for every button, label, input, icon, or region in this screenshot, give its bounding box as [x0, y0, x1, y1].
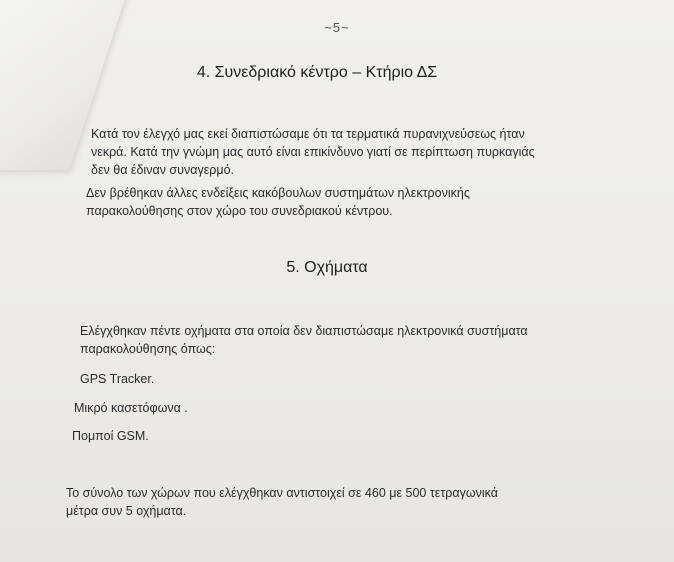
paragraph-fire-detectors [91, 125, 571, 179]
paragraph-no-surveillance [86, 184, 566, 220]
text-line: δεν θα έδιναν συναγερμό. [91, 163, 234, 177]
list-item: Μικρό κασετόφωνα . [74, 401, 188, 415]
list-item: Πομποί GSM. [72, 429, 149, 443]
text-line: Ελέγχθηκαν πέντε οχήματα στα οποία δεν διαπιστώσαμε ηλεκτρονικά συστήματα [80, 324, 528, 338]
text-line: μέτρα συν 5 οχήματα. [66, 504, 187, 518]
text-line: Δεν βρέθηκαν άλλες ενδείξεις κακόβουλων συστημάτων ηλεκτρονικής [86, 186, 470, 200]
section-heading-conference-center: 4. Συνεδριακό κέντρο – Κτήριο ΔΣ [196, 64, 438, 81]
text-line: παρακολούθησης όπως: [80, 342, 216, 356]
text-line: Το σύνολο των χώρων που ελέγχθηκαν αντιστοιχεί σε 460 με 500 τετραγωνικά [66, 486, 498, 500]
text-line: Κατά τον έλεγχό μας εκεί διαπιστώσαμε ότι τα τερματικά πυρανιχνεύσεως ήταν [91, 127, 525, 141]
paragraph-vehicles-intro [80, 322, 580, 358]
text-line: παρακολούθησης στον χώρο του συνεδριακού κέντρου. [86, 204, 393, 218]
page-number: ~5~ [324, 20, 350, 35]
paragraph-summary [66, 484, 586, 520]
section-heading-vehicles: 5. Οχήματα [286, 259, 368, 276]
text-line: νεκρά. Κατά την γνώμη μας αυτό είναι επικίνδυνο γιατί σε περίπτωση πυρκαγιάς [91, 145, 535, 159]
list-item: GPS Tracker. [80, 372, 155, 386]
